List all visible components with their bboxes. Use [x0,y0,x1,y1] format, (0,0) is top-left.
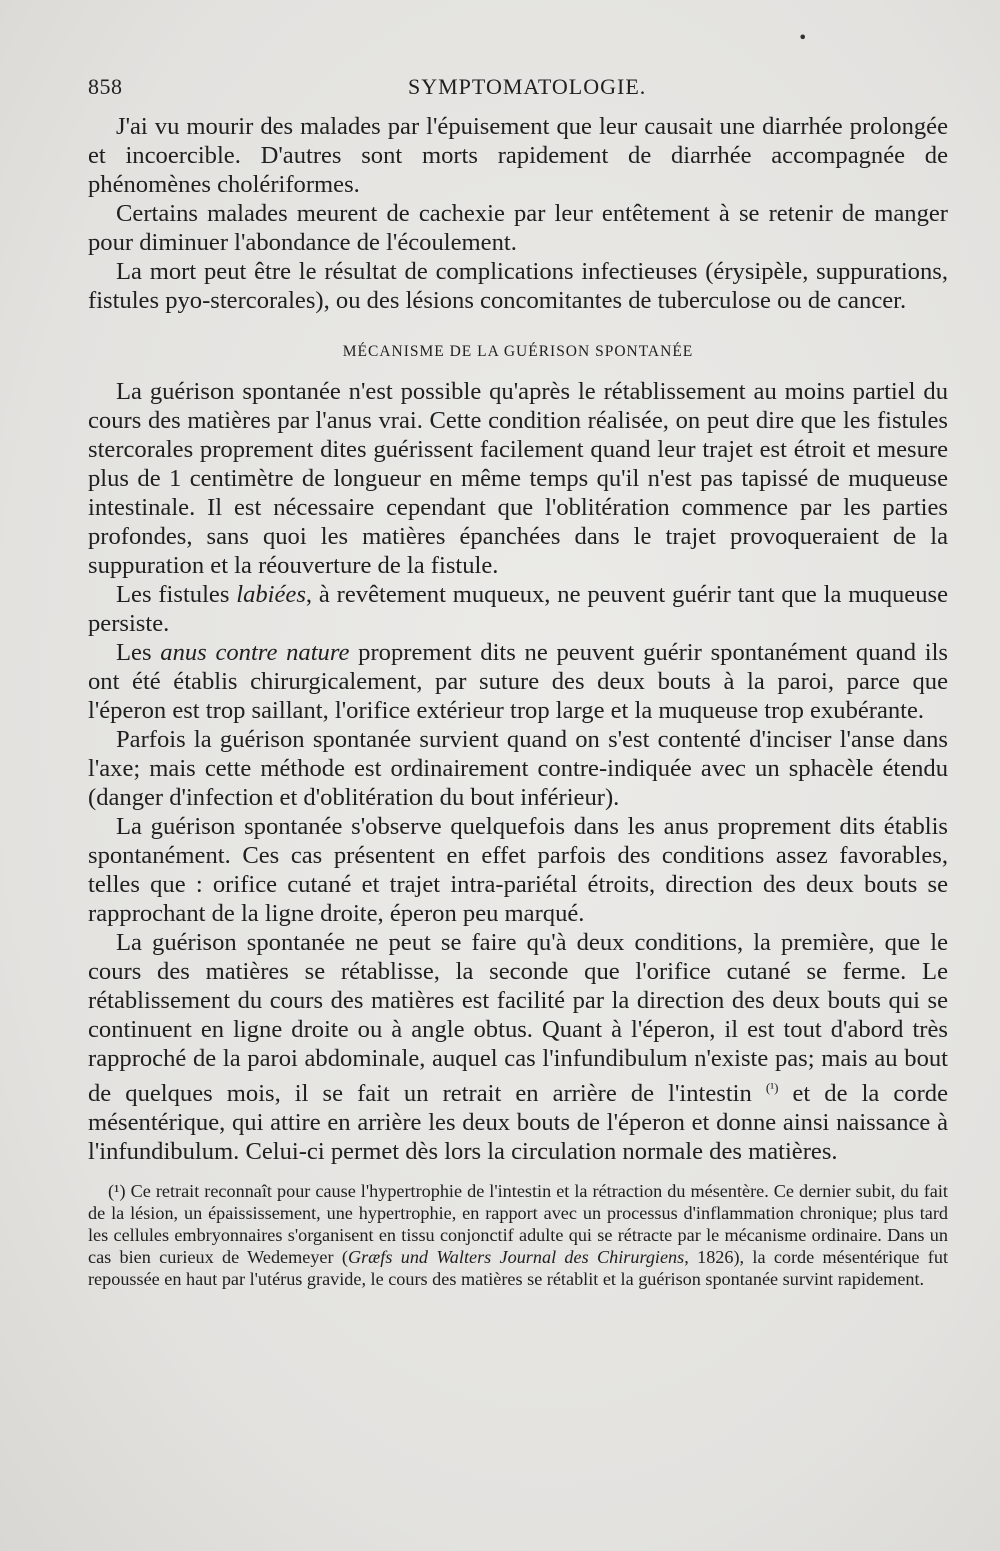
paragraph: J'ai vu mourir des malades par l'épuisement que leur causait une diarrhée prolongée et incoercible. D'autres sont morts rapidement de diarrhée accompagnée de phénomènes cholériformes. [88,113,948,198]
paragraph: La guérison spontanée n'est possible qu'après le rétablissement au moins partiel du cours des matières par l'anus vrai. Cette condition réalisée, on peut dire que les fistules stercorales proprement dites guérissent facilement quand leur trajet est étroit et mesure plus de 1 centimètre de longueur en même temps qu'il n'est pas tapissé de muqueuse intestinale. Il est nécessaire cependant que l'oblitération commence par les parties profondes, sans quoi les matières épanchées dans le trajet provoqueraient de la suppuration et la réouverture de la fistule. [88,378,948,579]
page-header [88,74,944,102]
paragraph-text: , à revêtement muqueux, ne peuvent guérir tant que la muqueuse persiste. [88,581,948,637]
paragraph-text: La guérison spontanée ne peut se faire qu'à deux conditions, la première, que le cours des matières se rétablisse, la seconde que l'orifice cutané se ferme. Le rétablissement du cours des matières est facilité par la direction des deux bouts qui se continuent en ligne droite ou à angle obtus. Quant à l'éperon, il est tout d'abord très rapproché de la paroi abdominale, auquel cas l'infundibulum n'existe pas; mais au bout de quelques mois, il se fait un retrait en arrière de l'intestin [88,929,948,1108]
paragraph-text: proprement dits ne peuvent guérir spontanément quand ils ont été établis chirurgicalement, par suture des deux bouts à la paroi, parce que l'éperon est trop saillant, l'orifice extérieur trop large et la muqueuse trop exubérante. [88,639,948,724]
footnote-text: , 1826), la corde mésentérique fut repoussée en haut par l'utérus gravide, le cours des matières se rétablit et la guérison spontanée survint rapidement. [88,1247,949,1290]
footnote [88,1180,948,1290]
paragraph: Parfois la guérison spontanée survient quand on s'est contenté d'inciser l'anse dans l'axe; mais cette méthode est ordinairement contre-indiquée avec un sphacèle étendu (danger d'infection et d'oblitération du bout inférieur). [88,726,948,811]
running-head: SYMPTOMATOLOGIE. [408,74,647,99]
paragraph [88,928,948,1166]
footnote-reference: (¹) [765,1080,779,1095]
paragraph: La mort peut être le résultat de complications infectieuses (érysipèle, suppurations, fistules pyo-stercorales), ou des lésions concomitantes de tuberculose ou de cancer. [88,258,948,314]
page-body [88,112,948,1290]
paragraph: La guérison spontanée s'observe quelquefois dans les anus proprement dits établis spontanément. Ces cas présentent en effet parfois des conditions assez favorables, telles que : orifice cutané et trajet intra-pariétal étroits, direction des deux bouts se rapprochant de la ligne droite, éperon peu marqué. [88,813,948,927]
paragraph: Certains malades meurent de cachexie par leur entêtement à se retenir de manger pour diminuer l'abondance de l'écoulement. [88,200,948,256]
footnote-marker: (¹) [108,1181,131,1202]
italic-citation: Græfs und Walters Journal des Chirurgiens [347,1247,685,1268]
paragraph-text: Les fistules [116,581,237,608]
section-heading: MÉCANISME DE LA GUÉRISON SPONTANÉE [342,343,694,360]
page-number: 858 [88,74,123,99]
italic-term: anus contre nature [160,639,350,666]
footnote-text: Ce retrait reconnaît pour cause l'hypertrophie de l'intestin et la rétraction du mésentère. Ce dernier subit, du fait de la lésion, un épaississement, une hypertrophie, en rapport avec un processus d'inflammation chronique; plus tard les cellules embryonnaires s'organisent en tissu conjonctif adulte qui se rétracte par le mécanisme ordinaire. Dans un cas bien curieux de Wedemeyer ( [88,1181,948,1268]
italic-term: labiées [236,581,306,608]
paragraph-text: Les [116,639,161,666]
paragraph-text: et de la corde mésentérique, qui attire en arrière les deux bouts de l'éperon et donne ainsi naissance à l'infundibulum. Celui-ci permet dès lors la circulation normale des matières. [88,1080,948,1166]
page-mark: • [798,28,808,47]
paragraph [88,580,948,638]
paragraph [88,638,948,725]
